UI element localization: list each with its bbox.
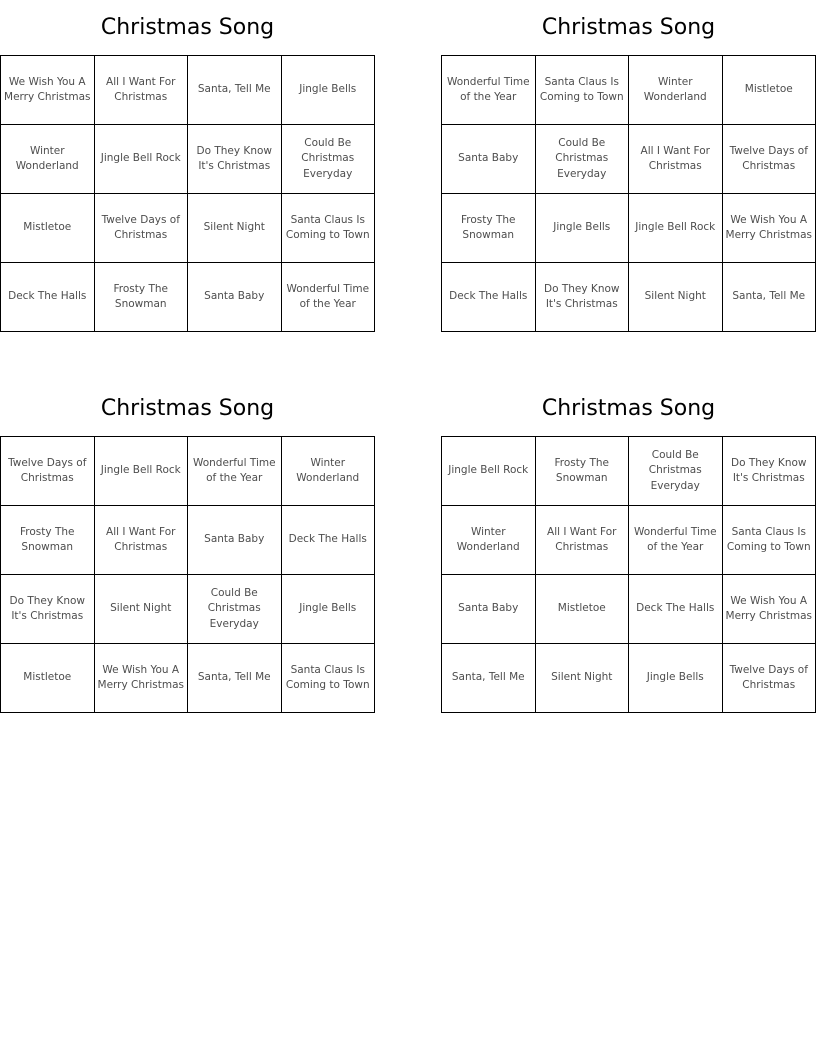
bingo-cell: Jingle Bell Rock (442, 437, 536, 506)
grid-row (1, 125, 375, 194)
bingo-cell: Wonderful Time of the Year (442, 56, 536, 125)
bingo-cell: Could Be Christmas Everyday (281, 125, 375, 194)
bingo-cell: Santa, Tell Me (442, 644, 536, 713)
bingo-cell: Do They Know It's Christmas (188, 125, 282, 194)
bingo-cell: Could Be Christmas Everyday (535, 125, 629, 194)
bingo-card-3 (0, 381, 375, 713)
bingo-cell: Deck The Halls (281, 506, 375, 575)
grid-row (1, 437, 375, 506)
bingo-cell: Jingle Bell Rock (94, 437, 188, 506)
card-title: Christmas Song (100, 396, 275, 421)
bingo-card-1 (0, 0, 375, 332)
bingo-cell: Frosty The Snowman (535, 437, 629, 506)
bingo-cell: Winter Wonderland (281, 437, 375, 506)
bingo-cell: Silent Night (629, 263, 723, 332)
bingo-cell: All I Want For Christmas (94, 56, 188, 125)
bingo-card-4 (441, 381, 816, 713)
bingo-cell: Silent Night (94, 575, 188, 644)
bingo-cell: Twelve Days of Christmas (722, 125, 816, 194)
bingo-cell: Frosty The Snowman (442, 194, 536, 263)
bingo-cell: All I Want For Christmas (629, 125, 723, 194)
bingo-cell: Santa, Tell Me (188, 56, 282, 125)
bingo-cell: Jingle Bells (281, 575, 375, 644)
bingo-cell: Santa Claus Is Coming to Town (281, 194, 375, 263)
bingo-grid (441, 55, 816, 332)
bingo-cell: We Wish You A Merry Christmas (94, 644, 188, 713)
bingo-grid (0, 436, 375, 713)
bingo-cell: Deck The Halls (1, 263, 95, 332)
grid-row (442, 437, 816, 506)
bingo-cell: Twelve Days of Christmas (94, 194, 188, 263)
bingo-cell: Santa Claus Is Coming to Town (535, 56, 629, 125)
grid-row (442, 56, 816, 125)
bingo-cell: Deck The Halls (629, 575, 723, 644)
grid-row (1, 506, 375, 575)
bingo-cell: Santa Baby (442, 575, 536, 644)
bingo-cell: Winter Wonderland (442, 506, 536, 575)
card-title: Christmas Song (541, 396, 716, 421)
bingo-cell: Santa Baby (188, 263, 282, 332)
grid-row (442, 125, 816, 194)
bingo-cell: Could Be Christmas Everyday (188, 575, 282, 644)
bingo-cell: Santa Claus Is Coming to Town (722, 506, 816, 575)
bingo-cell: We Wish You A Merry Christmas (1, 56, 95, 125)
bingo-card-2 (441, 0, 816, 332)
grid-row (442, 263, 816, 332)
bingo-cell: Twelve Days of Christmas (722, 644, 816, 713)
bingo-cell: Winter Wonderland (1, 125, 95, 194)
grid-row (1, 644, 375, 713)
bingo-cell: Wonderful Time of the Year (281, 263, 375, 332)
bingo-cell: Jingle Bells (629, 644, 723, 713)
bingo-cell: Wonderful Time of the Year (188, 437, 282, 506)
card-title: Christmas Song (100, 15, 275, 40)
bingo-cell: Winter Wonderland (629, 56, 723, 125)
bingo-cell: Jingle Bell Rock (629, 194, 723, 263)
bingo-cell: Twelve Days of Christmas (1, 437, 95, 506)
grid-row (442, 644, 816, 713)
bingo-cell: Do They Know It's Christmas (535, 263, 629, 332)
bingo-cell: Santa Claus Is Coming to Town (281, 644, 375, 713)
bingo-cell: Santa, Tell Me (722, 263, 816, 332)
bingo-cell: Silent Night (535, 644, 629, 713)
bingo-cell: We Wish You A Merry Christmas (722, 194, 816, 263)
bingo-cell: Jingle Bell Rock (94, 125, 188, 194)
grid-row (1, 194, 375, 263)
bingo-cell: Wonderful Time of the Year (629, 506, 723, 575)
bingo-cell: We Wish You A Merry Christmas (722, 575, 816, 644)
bingo-cell: All I Want For Christmas (535, 506, 629, 575)
bingo-cell: Jingle Bells (535, 194, 629, 263)
bingo-cell: Mistletoe (722, 56, 816, 125)
bingo-grid (0, 55, 375, 332)
bingo-cell: Jingle Bells (281, 56, 375, 125)
grid-row (1, 56, 375, 125)
bingo-cell: Silent Night (188, 194, 282, 263)
grid-row (442, 575, 816, 644)
grid-row (442, 506, 816, 575)
bingo-cell: Deck The Halls (442, 263, 536, 332)
bingo-cell: Do They Know It's Christmas (722, 437, 816, 506)
bingo-grid (441, 436, 816, 713)
bingo-cell: Mistletoe (1, 644, 95, 713)
grid-row (1, 575, 375, 644)
bingo-cell: All I Want For Christmas (94, 506, 188, 575)
bingo-cell: Frosty The Snowman (94, 263, 188, 332)
bingo-cell: Frosty The Snowman (1, 506, 95, 575)
bingo-cell: Santa, Tell Me (188, 644, 282, 713)
bingo-cell: Mistletoe (1, 194, 95, 263)
bingo-cell: Santa Baby (442, 125, 536, 194)
bingo-cell: Mistletoe (535, 575, 629, 644)
grid-row (1, 263, 375, 332)
card-title: Christmas Song (541, 15, 716, 40)
bingo-cell: Do They Know It's Christmas (1, 575, 95, 644)
bingo-cell: Could Be Christmas Everyday (629, 437, 723, 506)
bingo-cell: Santa Baby (188, 506, 282, 575)
grid-row (442, 194, 816, 263)
